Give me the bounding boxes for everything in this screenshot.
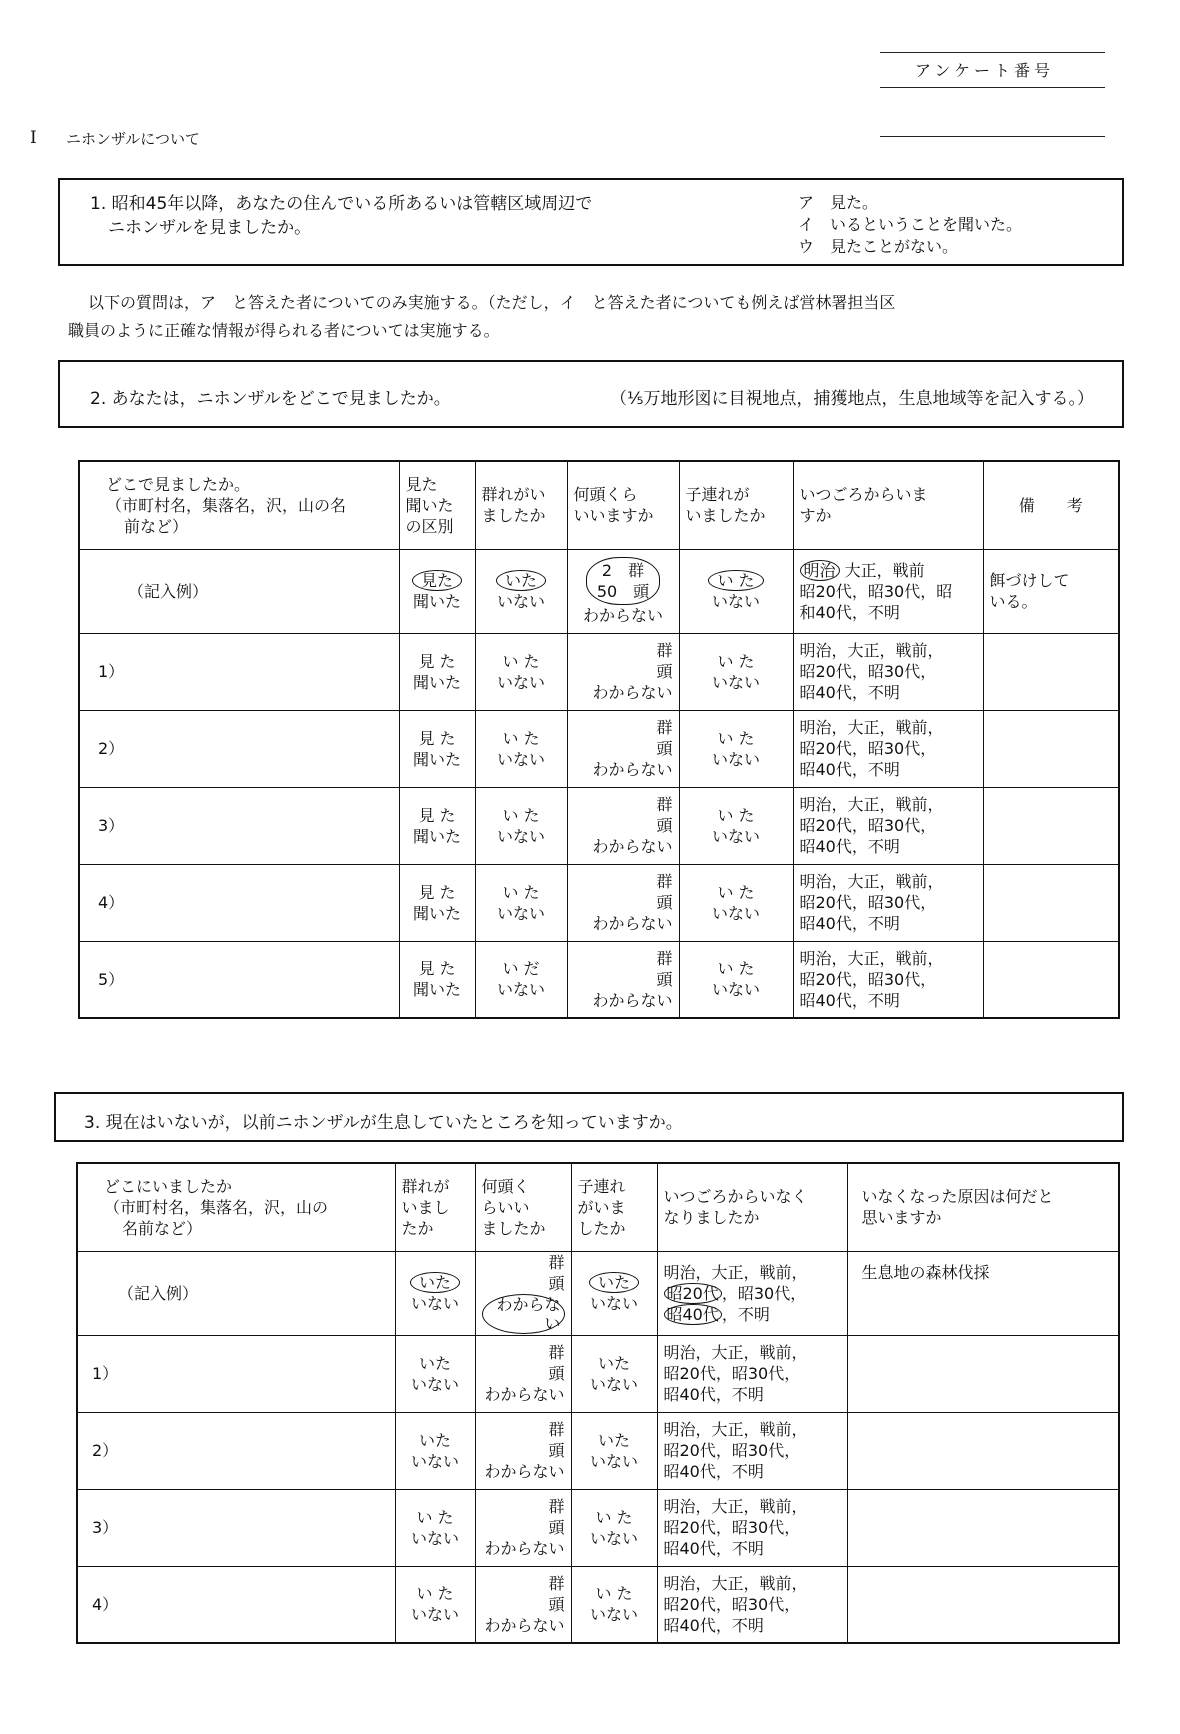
- q3-example-count: 群 頭 わからない: [475, 1251, 571, 1335]
- section-title: ニホンザルについて: [66, 130, 200, 148]
- section-number: I: [30, 128, 37, 148]
- young-choice[interactable]: い た いない: [679, 787, 793, 864]
- remarks-entry[interactable]: [983, 633, 1119, 710]
- q3-example-cause: 生息地の森林伐採: [847, 1251, 1119, 1335]
- remarks-entry[interactable]: [983, 710, 1119, 787]
- note-line1: 以下の質問は，ア と答えた者についてのみ実施する。（ただし，イ と答えた者についても例えば営林署担当区: [88, 293, 896, 312]
- table-row: [79, 864, 1119, 941]
- q1-option-b[interactable]: イ いるということを聞いた。: [798, 215, 1023, 234]
- cause-entry[interactable]: [847, 1489, 1119, 1566]
- count-entry[interactable]: 群 頭 わからない: [567, 941, 679, 1018]
- q2-example-count: 2 群 50 頭 わからない: [567, 549, 679, 633]
- q2-header-where: どこで見ましたか。 （市町村名，集落名，沢，山の名 前など）: [79, 461, 399, 549]
- row-label: 4）: [77, 1566, 395, 1643]
- count-entry[interactable]: 群 頭 わからない: [567, 710, 679, 787]
- q2-example-seen: 見た 聞いた: [399, 549, 475, 633]
- q3-example-label: （記入例）: [77, 1251, 395, 1335]
- q3-box: [54, 1092, 1124, 1142]
- q2-header-remarks: 備 考: [983, 461, 1119, 549]
- q3-example-until: 明治，大正，戦前， 昭20代 ，昭30代， 昭40代 ，不明: [657, 1251, 847, 1335]
- q2-header-row: [79, 461, 1119, 549]
- count-entry[interactable]: 群 頭 わからない: [475, 1489, 571, 1566]
- group-choice[interactable]: い た いない: [395, 1566, 475, 1643]
- table-row: [79, 710, 1119, 787]
- q1-box: [58, 178, 1124, 266]
- q3-header-group: 群れが いまし たか: [395, 1163, 475, 1251]
- circled-answer: いた: [410, 1272, 460, 1293]
- q3-rows: [77, 1335, 1119, 1643]
- q2-example-group: いた いない: [475, 549, 567, 633]
- q3-header-where: どこにいましたか （市町村名，集落名，沢，山の 名前など）: [77, 1163, 395, 1251]
- count-entry[interactable]: 群 頭 わからない: [567, 633, 679, 710]
- young-choice[interactable]: いた いない: [571, 1335, 657, 1412]
- q1-option-c[interactable]: ウ 見たことがない。: [798, 237, 959, 256]
- count-entry[interactable]: 群 頭 わからない: [475, 1412, 571, 1489]
- group-choice[interactable]: いた いない: [395, 1412, 475, 1489]
- group-choice[interactable]: い だ いない: [475, 941, 567, 1018]
- remarks-entry[interactable]: [983, 787, 1119, 864]
- q2-example-label: （記入例）: [79, 549, 399, 633]
- q3-header-until: いつごろからいなく なりましたか: [657, 1163, 847, 1251]
- table-row: [79, 787, 1119, 864]
- since-choice[interactable]: 明治，大正，戦前， 昭20代，昭30代， 昭40代，不明: [793, 633, 983, 710]
- young-choice[interactable]: い た いない: [571, 1489, 657, 1566]
- q2-example-row: [79, 549, 1119, 633]
- group-choice[interactable]: い た いない: [475, 633, 567, 710]
- survey-no-label: アンケート番号: [915, 61, 1055, 80]
- circled-answer: 2 群 50 頭: [586, 557, 660, 605]
- q2-header-seen: 見た 聞いた の区別: [399, 461, 475, 549]
- circled-answer: いた: [589, 1272, 639, 1293]
- q1-line2: ニホンザルを見ましたか。: [108, 218, 312, 238]
- since-choice[interactable]: 明治，大正，戦前， 昭20代，昭30代， 昭40代，不明: [793, 787, 983, 864]
- group-choice[interactable]: い た いない: [475, 787, 567, 864]
- cause-entry[interactable]: [847, 1335, 1119, 1412]
- table-row: [77, 1566, 1119, 1643]
- q1-options: [798, 192, 1022, 258]
- q2-example-remarks: 餌づけして いる。: [983, 549, 1119, 633]
- cause-entry[interactable]: [847, 1412, 1119, 1489]
- row-label: 3）: [77, 1489, 395, 1566]
- table-row: [77, 1489, 1119, 1566]
- q2-note: （⅕万地形図に目視地点，捕獲地点，生息地域等を記入する。）: [610, 389, 1094, 409]
- young-choice[interactable]: い た いない: [679, 633, 793, 710]
- q1-line1: 1. 昭和45年以降，あなたの住んでいる所あるいは管轄区域周辺で: [90, 194, 593, 214]
- row-label: 5）: [79, 941, 399, 1018]
- group-choice[interactable]: い た いない: [475, 864, 567, 941]
- survey-no-top-rule: [880, 52, 1105, 53]
- until-choice[interactable]: 明治，大正，戦前， 昭20代，昭30代， 昭40代，不明: [657, 1335, 847, 1412]
- circled-answer: 昭40代: [664, 1304, 722, 1325]
- table-row: [79, 941, 1119, 1018]
- table-row: [77, 1412, 1119, 1489]
- until-choice[interactable]: 明治，大正，戦前， 昭20代，昭30代， 昭40代，不明: [657, 1489, 847, 1566]
- remarks-entry[interactable]: [983, 864, 1119, 941]
- q3-table: [76, 1162, 1120, 1644]
- count-entry[interactable]: 群 頭 わからない: [567, 864, 679, 941]
- row-label: 2）: [79, 710, 399, 787]
- q2-header-count: 何頭くら いいますか: [567, 461, 679, 549]
- q2-box: [58, 360, 1124, 428]
- circled-answer: い た: [708, 570, 763, 591]
- circled-answer: わからない: [482, 1294, 565, 1334]
- circled-answer: 明治: [800, 560, 840, 581]
- group-choice[interactable]: いた いない: [395, 1335, 475, 1412]
- q3-header-young: 子連れ がいま したか: [571, 1163, 657, 1251]
- until-choice[interactable]: 明治，大正，戦前， 昭20代，昭30代， 昭40代，不明: [657, 1566, 847, 1643]
- q3-header-row: [77, 1163, 1119, 1251]
- q2-table: [78, 460, 1120, 1019]
- young-choice[interactable]: いた いない: [571, 1412, 657, 1489]
- since-choice[interactable]: 明治，大正，戦前， 昭20代，昭30代， 昭40代，不明: [793, 941, 983, 1018]
- young-choice[interactable]: い た いない: [679, 941, 793, 1018]
- young-choice[interactable]: い た いない: [571, 1566, 657, 1643]
- q1-option-a[interactable]: ア 見た。: [798, 193, 879, 212]
- q2-header-group: 群れがい ましたか: [475, 461, 567, 549]
- q3-text: 3. 現在はいないが，以前ニホンザルが生息していたところを知っていますか。: [84, 1113, 683, 1133]
- row-label: 1）: [79, 633, 399, 710]
- seen-choice[interactable]: 見 た 聞いた: [399, 710, 475, 787]
- since-choice[interactable]: 明治，大正，戦前， 昭20代，昭30代， 昭40代，不明: [793, 864, 983, 941]
- q2-text: 2. あなたは，ニホンザルをどこで見ましたか。: [90, 389, 451, 409]
- row-label: 2）: [77, 1412, 395, 1489]
- count-entry[interactable]: 群 頭 わからない: [475, 1566, 571, 1643]
- survey-no-bottom-rule: [880, 87, 1105, 88]
- row-label: 3）: [79, 787, 399, 864]
- cause-entry[interactable]: [847, 1566, 1119, 1643]
- circled-answer: 昭20代: [664, 1283, 722, 1304]
- count-entry[interactable]: 群 頭 わからない: [475, 1335, 571, 1412]
- young-choice[interactable]: い た いない: [679, 864, 793, 941]
- q2-rows: [79, 633, 1119, 1018]
- q3-header-cause: いなくなった原因は何だと 思いますか: [847, 1163, 1119, 1251]
- young-choice[interactable]: い た いない: [679, 710, 793, 787]
- seen-choice[interactable]: 見 た 聞いた: [399, 633, 475, 710]
- q3-example-young: いた いない: [571, 1251, 657, 1335]
- circled-answer: 見た: [412, 570, 462, 591]
- table-row: [77, 1335, 1119, 1412]
- group-choice[interactable]: い た いない: [395, 1489, 475, 1566]
- note-line2: 職員のように正確な情報が得られる者については実施する。: [68, 321, 500, 340]
- q2-example-young: い た いない: [679, 549, 793, 633]
- remarks-entry[interactable]: [983, 941, 1119, 1018]
- q2-header-young: 子連れが いましたか: [679, 461, 793, 549]
- since-choice[interactable]: 明治，大正，戦前， 昭20代，昭30代， 昭40代，不明: [793, 710, 983, 787]
- group-choice[interactable]: い た いない: [475, 710, 567, 787]
- q3-example-group: いた いない: [395, 1251, 475, 1335]
- q2-example-since: 明治 大正，戦前 昭20代，昭30代，昭 和40代，不明: [793, 549, 983, 633]
- q3-example-row: [77, 1251, 1119, 1335]
- seen-choice[interactable]: 見 た 聞いた: [399, 787, 475, 864]
- row-label: 1）: [77, 1335, 395, 1412]
- seen-choice[interactable]: 見 た 聞いた: [399, 941, 475, 1018]
- until-choice[interactable]: 明治，大正，戦前， 昭20代，昭30代， 昭40代，不明: [657, 1412, 847, 1489]
- q3-header-count: 何頭く らいい ましたか: [475, 1163, 571, 1251]
- table-row: [79, 633, 1119, 710]
- row-label: 4）: [79, 864, 399, 941]
- survey-no-entry-rule: [880, 136, 1105, 137]
- seen-choice[interactable]: 見 た 聞いた: [399, 864, 475, 941]
- circled-answer: いた: [496, 570, 546, 591]
- q2-header-since: いつごろからいま すか: [793, 461, 983, 549]
- count-entry[interactable]: 群 頭 わからない: [567, 787, 679, 864]
